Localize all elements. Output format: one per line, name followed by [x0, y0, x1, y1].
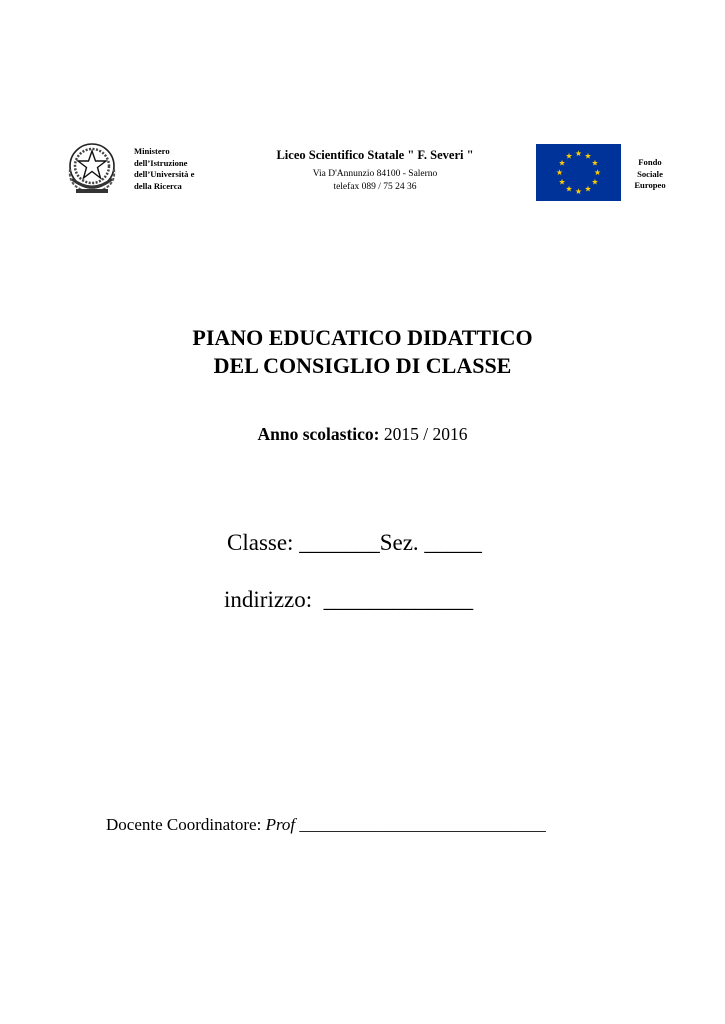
docente-label: Docente Coordinatore:: [106, 815, 262, 834]
eu-star-icon: [575, 150, 581, 156]
eu-star-icon: [566, 186, 572, 192]
indirizzo-label: indirizzo:: [224, 587, 313, 612]
school-year-label: Anno scolastico:: [257, 424, 380, 444]
eu-star-icon: [559, 160, 565, 166]
classe-row: [227, 530, 482, 556]
italian-republic-emblem-icon: [64, 139, 120, 197]
eu-star-icon: [592, 160, 598, 166]
prof-label: Prof: [265, 815, 296, 834]
eu-star-icon: [592, 179, 598, 185]
docente-row: [106, 815, 546, 835]
classe-blank: _______: [299, 530, 380, 555]
fund-line: Sociale: [637, 168, 663, 179]
title-line: PIANO EDUCATICO DIDATTICO: [192, 325, 533, 350]
eu-star-icon: [556, 169, 562, 175]
eu-star-icon: [559, 179, 565, 185]
sez-label: Sez.: [379, 530, 419, 555]
school-name: Liceo Scientifico Statale " F. Severi ": [276, 148, 474, 162]
school-phone: telefax 089 / 75 24 36: [333, 181, 417, 192]
fund-line: Europeo: [634, 180, 666, 190]
docente-blank: _____________________________: [299, 815, 546, 834]
school-year-value: 2015 / 2016: [383, 424, 468, 444]
ministry-line: dell’Istruzione: [134, 157, 188, 168]
document-title: [0, 324, 725, 380]
title-line: DEL CONSIGLIO DI CLASSE: [213, 353, 512, 378]
eu-star-icon: [585, 186, 591, 192]
eu-star-icon: [585, 153, 591, 159]
school-address: Via D'Annunzio 84100 - Salerno: [312, 169, 438, 179]
eu-star-icon: [566, 153, 572, 159]
school-year: [0, 424, 725, 445]
indirizzo-row: [224, 587, 473, 613]
eu-flag-icon: [536, 144, 621, 201]
school-info: [230, 147, 520, 193]
sez-blank: _____: [424, 530, 482, 555]
fund-line: Fondo: [638, 157, 662, 167]
fund-name: [628, 157, 672, 192]
indirizzo-blank: _____________: [323, 587, 474, 612]
ministry-name: [134, 146, 194, 192]
ministry-line: Ministero: [134, 146, 170, 156]
ministry-line: della Ricerca: [134, 180, 182, 191]
ministry-line: dell’Università e: [134, 169, 195, 179]
eu-star-icon: [594, 169, 600, 175]
classe-label: Classe:: [227, 530, 294, 555]
eu-star-icon: [575, 188, 581, 194]
